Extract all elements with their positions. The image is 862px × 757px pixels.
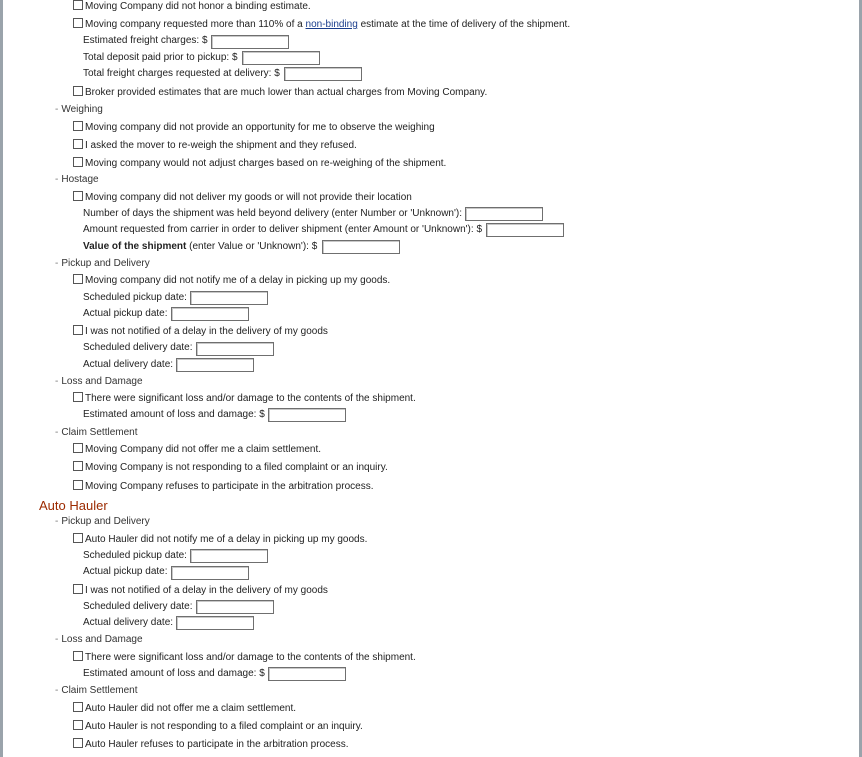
section-title: Claim Settlement	[61, 427, 138, 438]
checkbox-label: Auto Hauler did not offer me a claim settlement.	[85, 703, 297, 714]
value-label-bold: Value of the shipment	[83, 241, 187, 252]
checkbox-label: There were significant loss and/or damage to the contents of the shipment.	[85, 652, 416, 663]
checkbox[interactable]	[73, 443, 83, 453]
field-label	[83, 241, 317, 253]
actual-delivery-input[interactable]	[176, 358, 254, 372]
checkbox-row[interactable]	[73, 191, 412, 204]
field-label: Scheduled pickup date:	[83, 292, 187, 303]
section-hostage: - Hostage	[55, 174, 99, 185]
field-label: Actual delivery date:	[83, 617, 174, 628]
auto-loss-amount-input[interactable]	[268, 667, 346, 681]
checkbox[interactable]	[73, 86, 83, 96]
checkbox-label: Moving company requested more than 110% of a	[85, 19, 303, 30]
field-label: Actual pickup date:	[83, 566, 168, 577]
section-claim-settlement: - Claim Settlement	[55, 427, 138, 438]
section-title: Pickup and Delivery	[61, 258, 150, 269]
field-label: Scheduled delivery date:	[83, 342, 193, 353]
checkbox[interactable]	[73, 274, 83, 284]
checkbox-row[interactable]	[73, 738, 348, 751]
checkbox[interactable]	[73, 18, 83, 28]
field-label: Estimated amount of loss and damage: $	[83, 668, 265, 679]
section-weighing: - Weighing	[55, 104, 103, 115]
section-title: Hostage	[61, 174, 99, 185]
checkbox-row[interactable]	[73, 325, 328, 338]
checkbox[interactable]	[73, 461, 83, 471]
field-label: Scheduled pickup date:	[83, 550, 187, 561]
checkbox[interactable]	[73, 139, 83, 149]
loss-amount-input[interactable]	[268, 408, 346, 422]
checkbox-label: Moving Company is not responding to a filed complaint or an inquiry.	[85, 462, 388, 473]
field-label: Estimated amount of loss and damage: $	[83, 409, 265, 420]
section-title: Loss and Damage	[61, 634, 143, 645]
checkbox-row[interactable]	[73, 702, 296, 715]
auto-scheduled-delivery-input[interactable]	[196, 600, 274, 614]
checkbox[interactable]	[73, 392, 83, 402]
actual-pickup-input[interactable]	[171, 307, 249, 321]
field-label: Actual delivery date:	[83, 359, 174, 370]
checkbox-row[interactable]	[73, 443, 321, 456]
field-label: Number of days the shipment was held beyond delivery (enter Number or 'Unknown'):	[83, 208, 462, 219]
checkbox-row[interactable]	[73, 121, 435, 134]
checkbox-label: I was not notified of a delay in the delivery of my goods	[85, 585, 328, 596]
checkbox-row[interactable]	[73, 0, 311, 13]
auto-actual-delivery-input[interactable]	[176, 616, 254, 630]
checkbox-label: Moving company did not deliver my goods or will not provide their location	[85, 192, 412, 203]
checkbox-label: Auto Hauler is not responding to a filed complaint or an inquiry.	[85, 721, 363, 732]
window-frame-left	[0, 0, 3, 757]
checkbox-label: I was not notified of a delay in the delivery of my goods	[85, 326, 328, 337]
checkbox-row[interactable]	[73, 480, 373, 493]
checkbox-label: Moving Company did not offer me a claim settlement.	[85, 444, 322, 455]
checkbox[interactable]	[73, 720, 83, 730]
checkbox[interactable]	[73, 738, 83, 748]
checkbox-row[interactable]	[73, 139, 357, 152]
checkbox[interactable]	[73, 651, 83, 661]
checkbox-row[interactable]	[73, 157, 446, 170]
section-claim-settlement: - Claim Settlement	[55, 685, 138, 696]
checkbox[interactable]	[73, 702, 83, 712]
section-pickup-delivery: - Pickup and Delivery	[55, 516, 150, 527]
field-label: Total freight charges requested at delivery: $	[83, 68, 280, 79]
checkbox-label: I asked the mover to re-weigh the shipment and they refused.	[85, 140, 357, 151]
checkbox-label: Auto Hauler did not notify me of a delay in picking up my goods.	[85, 534, 368, 545]
checkbox-row[interactable]	[73, 274, 390, 287]
scheduled-delivery-input[interactable]	[196, 342, 274, 356]
checkbox-row[interactable]	[73, 392, 416, 405]
field-label: Scheduled delivery date:	[83, 601, 193, 612]
section-pickup-delivery: - Pickup and Delivery	[55, 258, 150, 269]
checkbox-label: Moving company did not notify me of a delay in picking up my goods.	[85, 275, 391, 286]
checkbox-row[interactable]	[73, 86, 487, 99]
checkbox-label-cont: estimate at the time of delivery of the shipment.	[360, 19, 571, 30]
checkbox-label: Broker provided estimates that are much lower than actual charges from Moving Company.	[85, 87, 488, 98]
checkbox[interactable]	[73, 191, 83, 201]
shipment-value-input[interactable]	[322, 240, 400, 254]
estimated-freight-input[interactable]	[211, 35, 289, 49]
section-title: Weighing	[61, 104, 103, 115]
checkbox[interactable]	[73, 325, 83, 335]
section-loss-damage: - Loss and Damage	[55, 376, 143, 387]
checkbox-label: Moving Company refuses to participate in the arbitration process.	[85, 481, 374, 492]
amount-requested-input[interactable]	[486, 223, 564, 237]
section-title: Claim Settlement	[61, 685, 138, 696]
checkbox-row[interactable]	[73, 18, 570, 31]
auto-scheduled-pickup-input[interactable]	[190, 549, 268, 563]
checkbox-row[interactable]	[73, 584, 328, 597]
checkbox-row[interactable]	[73, 651, 416, 664]
deposit-input[interactable]	[242, 51, 320, 65]
checkbox-row[interactable]	[73, 461, 388, 474]
value-label-rest: (enter Value or 'Unknown'): $	[189, 241, 318, 252]
days-held-input[interactable]	[465, 207, 543, 221]
section-loss-damage: - Loss and Damage	[55, 634, 143, 645]
checkbox-label: Moving Company did not honor a binding estimate.	[85, 1, 311, 12]
auto-actual-pickup-input[interactable]	[171, 566, 249, 580]
checkbox[interactable]	[73, 121, 83, 131]
section-title: Loss and Damage	[61, 376, 143, 387]
checkbox-label: Auto Hauler refuses to participate in the arbitration process.	[85, 739, 349, 750]
checkbox[interactable]	[73, 533, 83, 543]
checkbox[interactable]	[73, 584, 83, 594]
checkbox[interactable]	[73, 157, 83, 167]
checkbox[interactable]	[73, 480, 83, 490]
scheduled-pickup-input[interactable]	[190, 291, 268, 305]
checkbox-label: Moving company would not adjust charges based on re-weighing of the shipment.	[85, 158, 447, 169]
checkbox-label: Moving company did not provide an opportunity for me to observe the weighing	[85, 122, 435, 133]
total-freight-input[interactable]	[284, 67, 362, 81]
checkbox-label: There were significant loss and/or damage to the contents of the shipment.	[85, 393, 416, 404]
field-label: Actual pickup date:	[83, 308, 168, 319]
checkbox-row[interactable]	[73, 720, 363, 733]
checkbox[interactable]	[73, 0, 83, 10]
checkbox-row[interactable]	[73, 533, 367, 546]
field-label: Total deposit paid prior to pickup: $	[83, 52, 238, 63]
non-binding-link[interactable]: non-binding	[305, 19, 358, 30]
field-label: Amount requested from carrier in order to deliver shipment (enter Amount or 'Unknown'): $	[83, 224, 482, 235]
section-title: Pickup and Delivery	[61, 516, 150, 527]
field-label: Estimated freight charges: $	[83, 35, 208, 46]
auto-hauler-heading: Auto Hauler	[39, 498, 108, 513]
